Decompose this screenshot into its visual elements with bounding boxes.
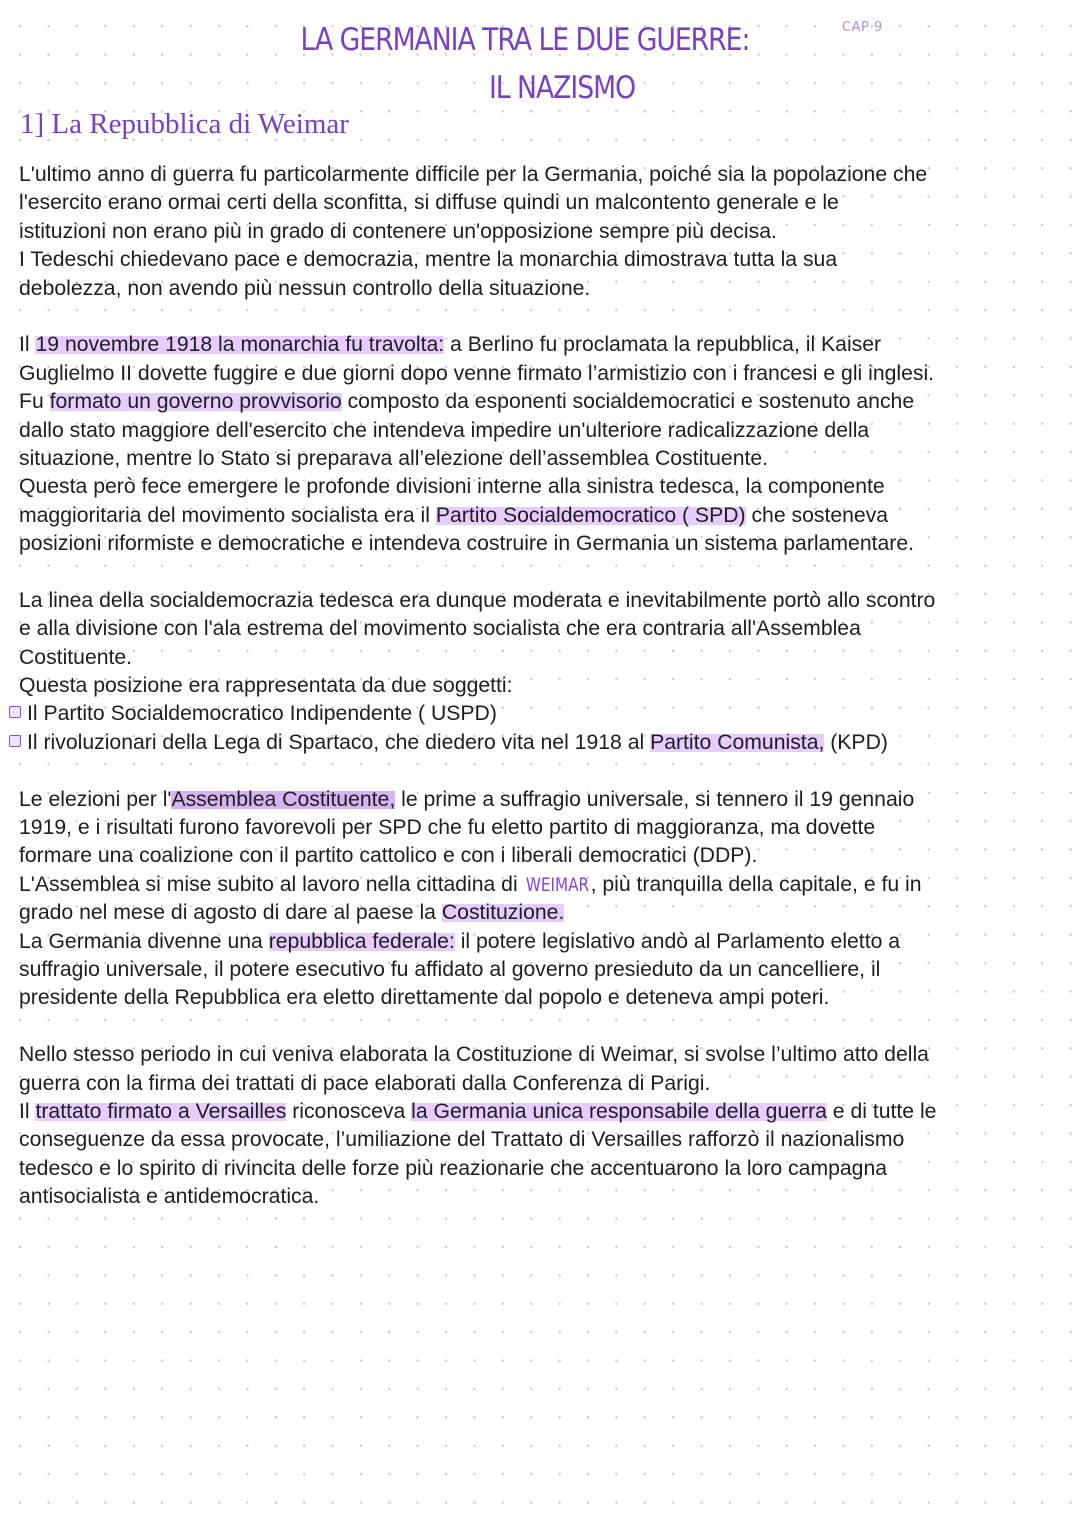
highlight: Partito Socialdemocratico ( SPD)	[435, 503, 746, 527]
text-line	[19, 928, 1069, 956]
text-line: conseguenze da essa provocate, l’umiliazione del Trattato di Versailles rafforzò il nazionalismo	[19, 1128, 905, 1152]
highlight: 19 novembre 1918 la monarchia fu travolta:	[35, 333, 445, 357]
text-line: situazione, mentre lo Stato si preparava all’elezione dell’assemblea Costituente.	[19, 446, 769, 470]
text-line: L'ultimo anno di guerra fu particolarmente difficile per la Germania, poiché sia la popolazione che	[19, 163, 928, 186]
highlight: formato un governo provvisorio	[49, 390, 342, 414]
text-span: , più tranquilla della capitale, e fu in	[590, 872, 922, 896]
text-line	[19, 899, 1069, 927]
text-line: Questa però fece emergere le profonde divisioni interne alla sinistra tedesca, la componente	[19, 475, 885, 499]
text-span: e di tutte le	[826, 1099, 937, 1123]
paragraph-5	[19, 1041, 1069, 1211]
text-line: 1919, e i risultati furono favorevoli per SPD che fu eletto partito di maggioranza, ma dovette	[19, 815, 876, 839]
text-line: Guglielmo II dovette fuggire e due giorni dopo venne firmato l’armistizio con i francesi e gli inglesi.	[19, 361, 935, 385]
highlight: la Germania unica responsabile della guerra	[411, 1099, 827, 1123]
page-title-line-2: IL NAZISMO	[488, 70, 636, 106]
text-span: (KPD)	[824, 730, 888, 754]
text-line: formare una coalizione con il partito cattolico e con i liberali democratici (DDP).	[19, 844, 758, 868]
text-line	[19, 388, 1069, 416]
text-line: Questa posizione era rappresentata da due soggetti:	[19, 674, 513, 698]
text-line: e alla divisione con l'ala estrema del movimento socialista che era contraria all'Assemblea	[19, 617, 861, 641]
text-line: l'esercito erano ormai certi della sconfitta, si diffuse quindi un malcontento generale e le	[19, 191, 839, 215]
highlight: Partito Comunista,	[650, 730, 825, 754]
highlight: Costituzione.	[441, 901, 565, 925]
list-item	[9, 700, 1069, 728]
text-span: a Berlino fu proclamata la repubblica, il Kaiser	[444, 333, 882, 357]
text-span: Fu	[19, 390, 50, 414]
text-span: Le elezioni per l'	[19, 787, 172, 811]
text-line: presidente della Repubblica era eletto direttamente dal popolo e deteneva ampi poteri.	[19, 986, 830, 1010]
text-line: dallo stato maggiore dell'esercito che intendeva impedire un'ulteriore radicalizzazione della	[19, 418, 870, 442]
text-span: il potere legislativo andò al Parlamento eletto a	[454, 929, 901, 953]
text-line: istituzioni non erano più in grado di contenere un'opposizione sempre più decisa.	[19, 219, 777, 243]
text-span: composto da esponenti socialdemocratici e sostenuto anche	[341, 390, 915, 414]
section-title: 1] La Repubblica di Weimar	[20, 108, 349, 140]
text-line: tedesco e lo spirito di rivincita delle forze più reazionarie che accentuarono la loro campagna	[19, 1156, 888, 1180]
highlight: trattato firmato a Versailles	[35, 1099, 287, 1123]
text-line	[19, 331, 1069, 359]
paragraph-1	[19, 161, 1069, 303]
text-line: debolezza, non avendo più nessun controllo della situazione.	[19, 276, 591, 300]
handwritten-word: WEIMAR	[525, 873, 589, 896]
text-span: Il	[19, 1099, 36, 1123]
text-span: riconosceva	[286, 1099, 412, 1123]
text-line: antisocialista e antidemocratica.	[19, 1185, 320, 1209]
text-span: La Germania divenne una	[19, 929, 269, 953]
text-line	[19, 871, 1069, 899]
paragraph-4	[19, 786, 1069, 1013]
text-line: La linea della socialdemocrazia tedesca era dunque moderata e inevitabilmente portò allo scontro	[19, 588, 936, 612]
bullet-square-icon	[9, 735, 21, 747]
text-line: Nello stesso periodo in cui veniva elaborata la Costituzione di Weimar, si svolse l’ultimo atto della	[19, 1043, 929, 1067]
text-line: Costituente.	[19, 645, 133, 669]
text-span: che sosteneva	[745, 503, 889, 527]
paragraph-2	[19, 331, 1069, 558]
text-span: le prime a suffragio universale, si tennero il 19 gennaio	[395, 787, 915, 811]
bullet-square-icon	[9, 706, 21, 718]
text-span: grado nel mese di agosto di dare al paese la	[19, 901, 442, 925]
highlight: repubblica federale:	[268, 929, 455, 953]
text-line: suffragio universale, il potere esecutivo fu affidato al governo presieduto da un cancelliere, il	[19, 957, 881, 981]
text-line	[19, 786, 1069, 814]
text-line	[19, 502, 1069, 530]
text-span: Il Partito Socialdemocratico Indipendente ( USPD)	[27, 702, 497, 726]
list-item	[9, 729, 1069, 757]
paragraph-3	[19, 587, 1069, 757]
page-title-line-1: LA GERMANIA TRA LE DUE GUERRE:	[300, 22, 750, 58]
text-span: Il rivoluzionari della Lega di Spartaco, che diedero vita nel 1918 al	[27, 730, 651, 754]
text-line	[19, 1098, 1069, 1126]
highlight: Assemblea Costituente,	[171, 787, 396, 811]
document-body	[19, 161, 1069, 1240]
chapter-label: CAP 9	[842, 20, 883, 35]
text-line: I Tedeschi chiedevano pace e democrazia, mentre la monarchia dimostrava tutta la sua	[19, 248, 838, 272]
text-line: guerra con la firma dei trattati di pace elaborati dalla Conferenza di Parigi.	[19, 1071, 711, 1095]
text-span: Il	[19, 333, 36, 357]
text-span: maggioritaria del movimento socialista era il	[19, 503, 436, 527]
text-line: posizioni riformiste e democratiche e intendeva costruire in Germania un sistema parlamentare.	[19, 532, 914, 556]
text-span: L'Assemblea si mise subito al lavoro nella cittadina di	[19, 872, 524, 896]
